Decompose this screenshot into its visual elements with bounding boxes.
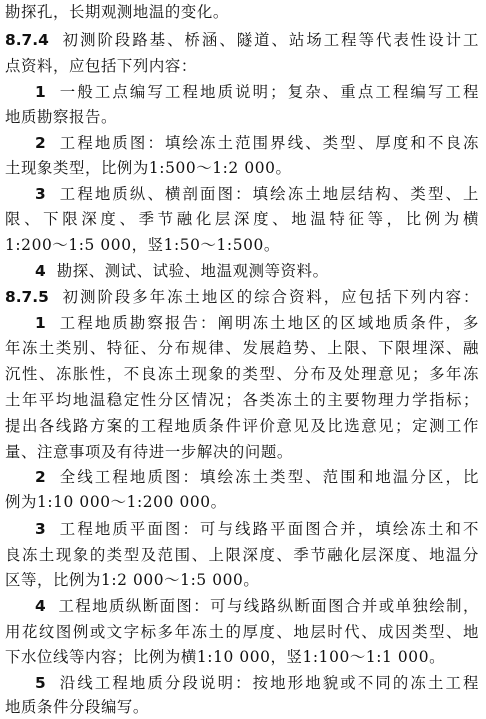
item-number: 3 (35, 520, 46, 538)
paragraph-line: 用花纹图例或文字标多年冻土的厚度、地层时代、成因类型、地 (5, 623, 479, 641)
paragraph-line: 良冻土现象的类型及范围、上限深度、季节融化层深度、地温分 (5, 546, 479, 564)
item-number: 1 (35, 83, 46, 101)
paragraph-line: 提出各线路方案的工程地质条件评价意见及比选意见；定测工作 (5, 417, 479, 435)
list-item-3: 3 工程地质纵、横剖面图：填绘冻土地层结构、类型、上 (35, 185, 479, 203)
paragraph-line: 年冻土类别、特征、分布规律、发展趋势、上限、下限埋深、融 (5, 339, 479, 357)
item-number: 2 (35, 134, 46, 152)
list-item-2: 2 工程地质图：填绘冻土范围界线、类型、厚度和不良冻 (35, 134, 479, 152)
section-number: 8.7.5 (5, 288, 49, 306)
paragraph-line: 点资料，应包括下列内容： (5, 57, 197, 75)
paragraph-line: 土年平均地温稳定性分区情况；各类冻土的主要物理力学指标； (5, 391, 479, 409)
item-number: 4 (35, 262, 46, 280)
paragraph-line: 限、下限深度、季节融化层深度、地温特征等，比例为横 (5, 210, 479, 228)
paragraph-line: 地质勘察报告。 (5, 108, 117, 126)
list-item-4: 4 工程地质纵断面图：可与线路纵断面图合并或单独绘制， (35, 597, 479, 615)
paragraph-line: 区等，比例为1:2 000～1:5 000。 (5, 571, 260, 589)
paragraph-line: 勘探孔，长期观测地温的变化。 (5, 3, 229, 21)
list-item-3: 3 工程地质平面图：可与线路平面图合并，填绘冻土和不 (35, 520, 479, 538)
item-number: 3 (35, 185, 46, 203)
list-item-5: 5 沿线工程地质分段说明：按地形地貌或不同的冻土工程 (35, 674, 479, 692)
paragraph-line: 1:200～1:5 000，竖1:50～1:500。 (5, 236, 280, 254)
list-item-4: 4 勘探、测试、试验、地温观测等资料。 (35, 262, 329, 280)
paragraph-line: 量、注意事项及有待进一步解决的问题。 (5, 443, 293, 461)
paragraph-line: 例为1:10 000～1:200 000。 (5, 493, 227, 511)
list-item-1: 1 一般工点编写工程地质说明；复杂、重点工程编写工程 (35, 83, 479, 101)
item-number: 4 (35, 597, 46, 615)
paragraph-line: 沉性、冻胀性，不良冻土现象的类型、分布及处理意见；多年冻 (5, 365, 479, 383)
list-item-1: 1 工程地质勘察报告：阐明冻土地区的区域地质条件，多 (35, 314, 479, 332)
section-heading-8-7-4: 8.7.4 初测阶段路基、桥涵、隧道、站场工程等代表性设计工 (5, 31, 479, 49)
item-number: 5 (35, 674, 46, 692)
item-number: 2 (35, 468, 46, 486)
paragraph-line: 下水位线等内容；比例为横1:10 000，竖1:100～1:1 000。 (5, 648, 446, 666)
section-number: 8.7.4 (5, 31, 49, 49)
paragraph-line: 土现象类型，比例为1:500～1:2 000。 (5, 159, 292, 177)
section-heading-8-7-5: 8.7.5 初测阶段多年冻土地区的综合资料，应包括下列内容： (5, 288, 479, 306)
list-item-2: 2 全线工程地质图：填绘冻土类型、范围和地温分区，比 (35, 468, 479, 486)
paragraph-line: 地质条件分段编写。 (5, 698, 149, 716)
item-number: 1 (35, 314, 46, 332)
